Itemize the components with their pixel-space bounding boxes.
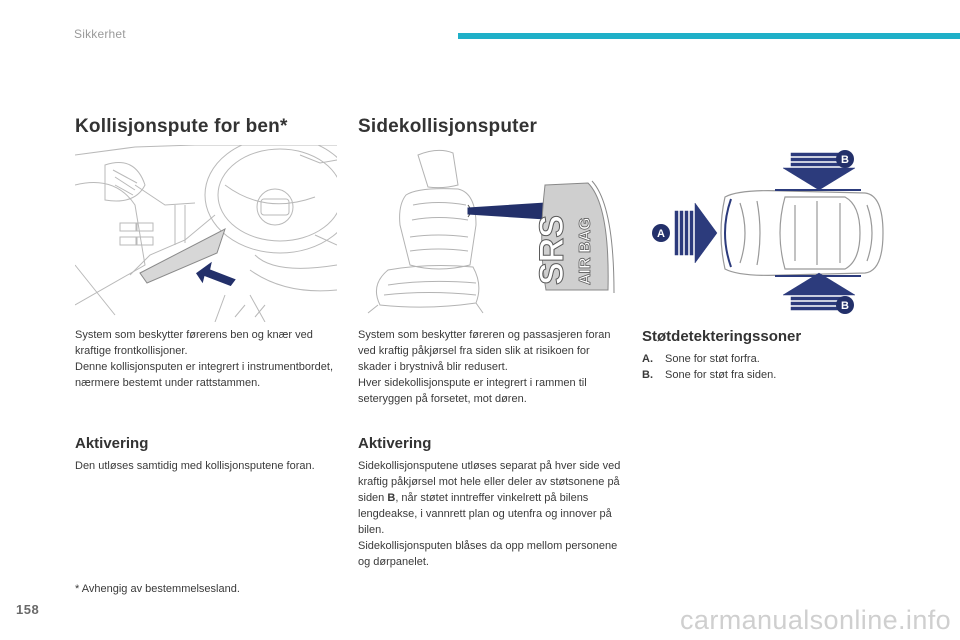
side-airbags-description: System som beskytter føreren og passasjeren foran ved kraftig påkjørsel fra siden slik at risikoen for skader i brystnivå blir redusert. Hver sidekollisjonspute er integrert i rammen til seteryggen på forsetet, mot døren. <box>358 329 611 405</box>
section-label: Sikkerhet <box>74 27 126 41</box>
impact-zones-list <box>642 351 776 383</box>
knee-airbag-illustration <box>75 145 337 322</box>
page-number: 158 <box>16 602 40 617</box>
airbag-label: AIR BAG <box>577 217 594 285</box>
knee-airbag-activation-heading: Aktivering <box>75 435 149 452</box>
section-accent-bar <box>458 33 960 39</box>
svg-text:B: B <box>841 154 849 166</box>
zone-marker-b-bottom <box>836 296 854 314</box>
side-airbag-seat-illustration <box>358 145 620 322</box>
impact-zones-diagram <box>645 145 890 322</box>
zone-marker-a <box>652 224 670 242</box>
side-airbags-title: Sidekollisjonsputer <box>358 116 538 137</box>
car-top-view-icon <box>721 191 883 276</box>
knee-airbag-activation-text: Den utløses samtidig med kollisjonsputene foran. <box>75 460 315 472</box>
svg-text:A: A <box>657 228 665 240</box>
side-airbags-activation-text: Sidekollisjonsputene utløses separat på hver side ved kraftig påkjørsel mot hele eller deler av støtsonene på siden B, når støtet inntreffer vinkelrett på bilens lengdeakse, i vannrett plan og utenfra og innover på bilen. Sidekollisjonsputen blåses da opp mellom personene og dørpanelet. <box>358 460 621 568</box>
zone-marker-b-top <box>836 150 854 168</box>
footnote: * Avhengig av bestemmelsesland. <box>75 583 240 595</box>
knee-airbag-description: System som beskytter førerens ben og knær ved kraftige frontkollisjoner. Denne kollisjonsputen er integrert i instrumentbordet, nærmere bestemt under rattstammen. <box>75 329 334 389</box>
list-item: A. Sone for støt forfra. <box>642 353 760 365</box>
list-item: B. Sone for støt fra siden. <box>642 369 777 381</box>
knee-airbag-title: Kollisjonspute for ben* <box>75 116 288 137</box>
watermark: carmanualsonline.info <box>680 605 952 635</box>
impact-zones-heading: Støtdetekteringssoner <box>642 328 802 345</box>
side-airbags-activation-heading: Aktivering <box>358 435 432 452</box>
srs-label: SRS <box>533 215 571 285</box>
svg-text:B: B <box>841 300 849 312</box>
